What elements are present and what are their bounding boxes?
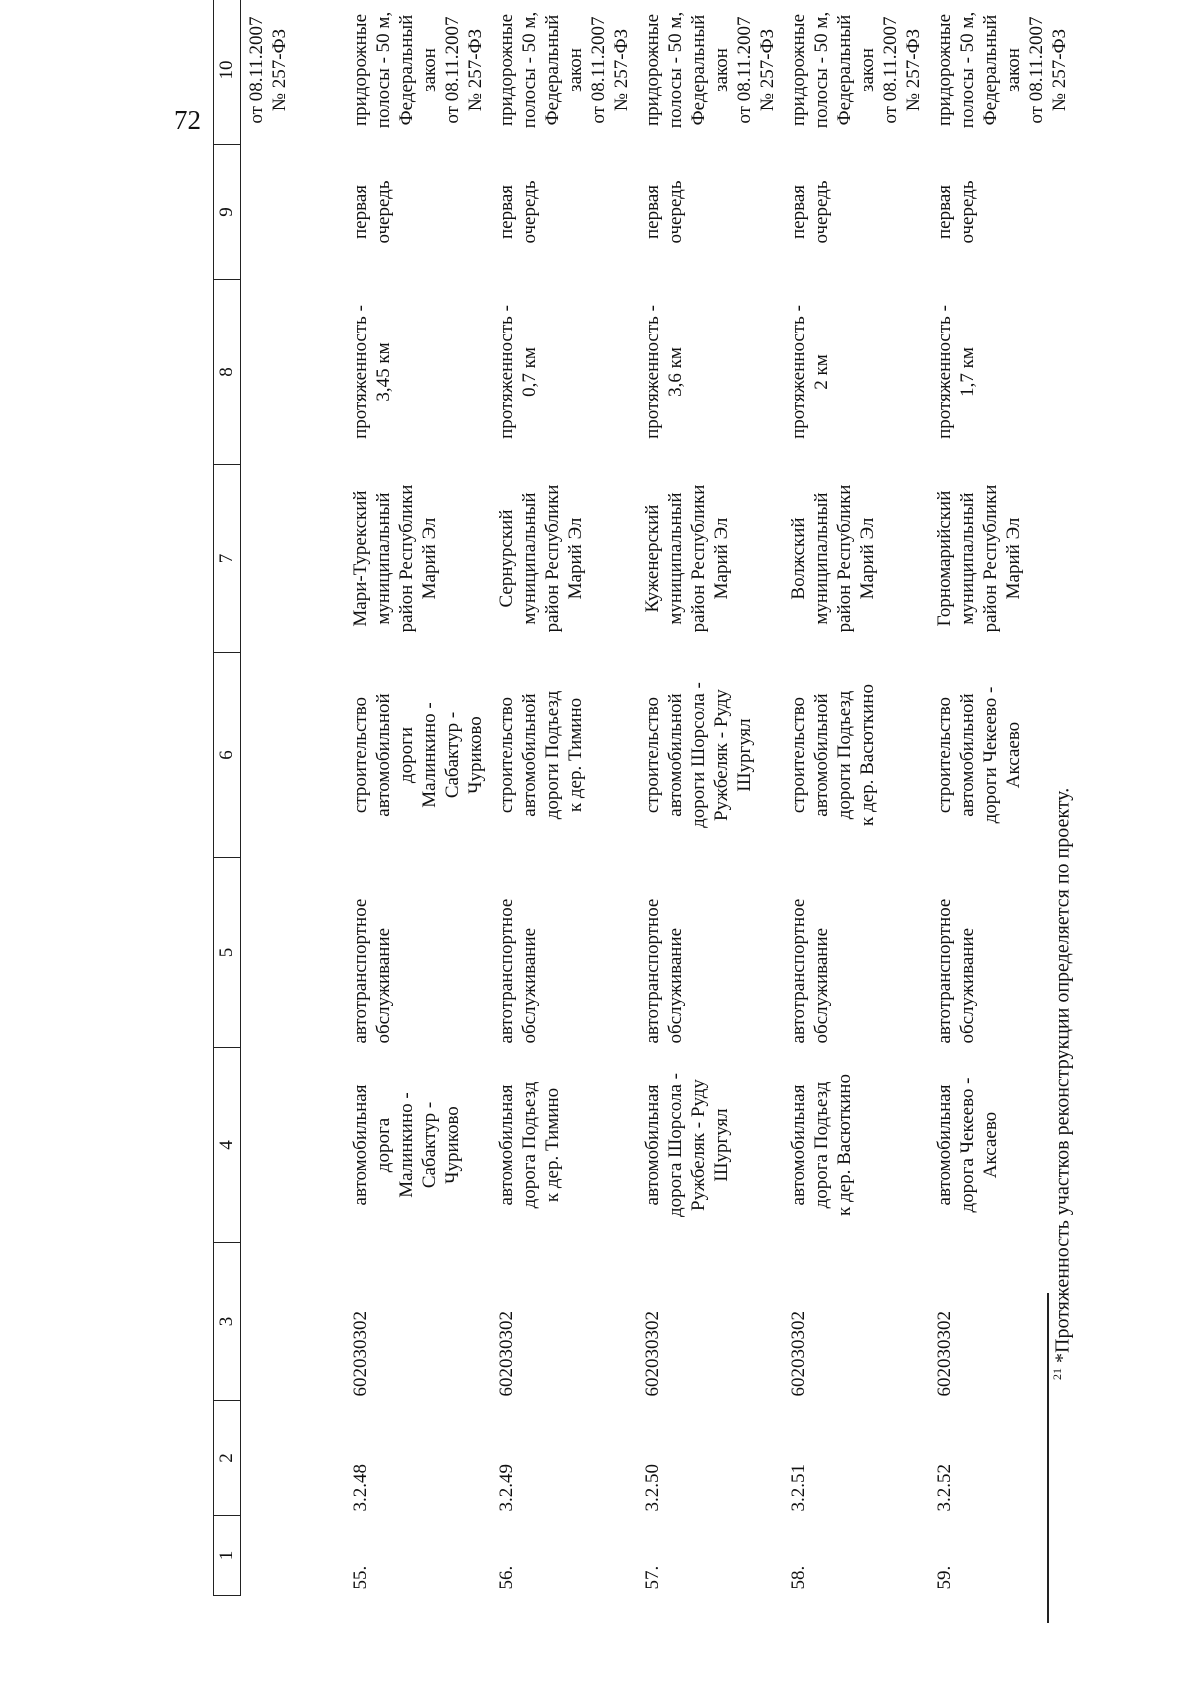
cell-characteristic: протяженность - 2 км bbox=[788, 305, 832, 439]
cell-location: Мари-Турекский муниципальный район Республики Марий Эл bbox=[350, 484, 440, 633]
cell-id: 3.2.49 bbox=[496, 1464, 517, 1512]
table-row bbox=[637, 0, 783, 1596]
cell-location: Куженерский муниципальный район Республики Марий Эл bbox=[642, 484, 732, 633]
cell-object: автомобильная дорога Подъезд к дер. Васюткино bbox=[788, 1074, 855, 1216]
cell-id: 3.2.52 bbox=[934, 1464, 955, 1512]
cell-purpose: автотранспортное обслуживание bbox=[934, 898, 978, 1044]
cell-object: автомобильная дорога Малинкино - Сабактур - Чуриково bbox=[350, 1084, 463, 1206]
cell-characteristic: протяженность - 3,45 км bbox=[350, 305, 394, 439]
table-row bbox=[783, 0, 929, 1596]
cell-location: Сернурский муниципальный район Республики Марий Эл bbox=[496, 484, 586, 633]
cell-id: 3.2.48 bbox=[350, 1464, 371, 1512]
cell-id: 3.2.51 bbox=[788, 1464, 809, 1512]
continuation-row bbox=[241, 0, 346, 1596]
cell-object: автомобильная дорога Подъезд к дер. Тимино bbox=[496, 1081, 563, 1209]
cell-id: 3.2.50 bbox=[642, 1464, 663, 1512]
page-number: 72 bbox=[174, 105, 201, 135]
cell-purpose: автотранспортное обслуживание bbox=[642, 898, 686, 1044]
cell-action: строительство автомобильной дороги Чекеево - Аксаево bbox=[934, 686, 1024, 824]
cell-code: 602030302 bbox=[788, 1311, 809, 1397]
cell-code: 602030302 bbox=[642, 1311, 663, 1397]
cell-characteristic: протяженность - 0,7 км bbox=[496, 305, 540, 439]
cell-number: 56. bbox=[496, 1565, 517, 1590]
cell-number: 58. bbox=[788, 1565, 809, 1590]
col-header: 10 bbox=[214, 0, 241, 145]
col-header: 8 bbox=[214, 280, 241, 465]
column-number-header bbox=[214, 0, 241, 1596]
cell-purpose: автотранспортное обслуживание bbox=[788, 898, 832, 1044]
cell-number: 57. bbox=[642, 1565, 663, 1590]
objects-table bbox=[213, 0, 1075, 1596]
col-header: 5 bbox=[214, 858, 241, 1048]
cell-characteristic: протяженность - 3,6 км bbox=[642, 305, 686, 439]
cell-stage: первая очередь bbox=[496, 180, 540, 244]
footnote-marker: 21 bbox=[1050, 1368, 1064, 1380]
cell-zone: придорожные полосы - 50 м, Федеральный закон от 08.11.2007 № 257-ФЗ bbox=[788, 11, 924, 129]
cell-object: автомобильная дорога Чекеево - Аксаево bbox=[934, 1077, 1001, 1213]
col-header: 6 bbox=[214, 653, 241, 858]
cell-zone: придорожные полосы - 50 м, Федеральный закон от 08.11.2007 № 257-ФЗ bbox=[496, 11, 632, 129]
cell-action: строительство автомобильной дороги Малинкино - Сабактур - Чуриково bbox=[350, 693, 486, 817]
cell-stage: первая очередь bbox=[934, 180, 978, 244]
cell-code: 602030302 bbox=[350, 1311, 371, 1397]
cell-location: Волжский муниципальный район Республики Марий Эл bbox=[788, 484, 878, 633]
col-header: 2 bbox=[214, 1401, 241, 1516]
cell-stage: первая очередь bbox=[788, 180, 832, 244]
cell-code: 602030302 bbox=[496, 1311, 517, 1397]
cell-zone: придорожные полосы - 50 м, Федеральный закон от 08.11.2007 № 257-ФЗ bbox=[642, 11, 778, 129]
col-header: 1 bbox=[214, 1516, 241, 1596]
cell-object: автомобильная дорога Шорсола - Ружбеляк - Руду Шургуял bbox=[642, 1073, 732, 1217]
col-header: 4 bbox=[214, 1048, 241, 1243]
cell-characteristic: протяженность - 1,7 км bbox=[934, 305, 978, 439]
cell-stage: первая очередь bbox=[350, 180, 394, 244]
col-header: 3 bbox=[214, 1243, 241, 1401]
cell-code: 602030302 bbox=[934, 1311, 955, 1397]
table-row bbox=[345, 0, 491, 1596]
cell-action: строительство автомобильной дороги Подъезд к дер. Тимино bbox=[496, 690, 586, 820]
cell-stage: первая очередь bbox=[642, 180, 686, 244]
cell-zone-continuation: от 08.11.2007 № 257-ФЗ bbox=[246, 16, 290, 124]
col-header: 9 bbox=[214, 145, 241, 280]
cell-action: строительство автомобильной дороги Шорсола - Ружбеляк - Руду Шургуял bbox=[642, 682, 755, 828]
cell-purpose: автотранспортное обслуживание bbox=[350, 898, 394, 1044]
footnote-text: *Протяженность участков реконструкции определяется по проекту. bbox=[1051, 787, 1074, 1363]
cell-number: 59. bbox=[934, 1565, 955, 1590]
table-row bbox=[491, 0, 637, 1596]
cell-location: Горномарийский муниципальный район Республики Марий Эл bbox=[934, 484, 1024, 633]
cell-zone: придорожные полосы - 50 м, Федеральный закон от 08.11.2007 № 257-ФЗ bbox=[934, 11, 1070, 129]
col-header: 7 bbox=[214, 465, 241, 653]
cell-purpose: автотранспортное обслуживание bbox=[496, 898, 540, 1044]
cell-number: 55. bbox=[350, 1565, 371, 1590]
cell-action: строительство автомобильной дороги Подъезд к дер. Васюткино bbox=[788, 684, 878, 826]
cell-zone: придорожные полосы - 50 м, Федеральный закон от 08.11.2007 № 257-ФЗ bbox=[350, 11, 486, 129]
